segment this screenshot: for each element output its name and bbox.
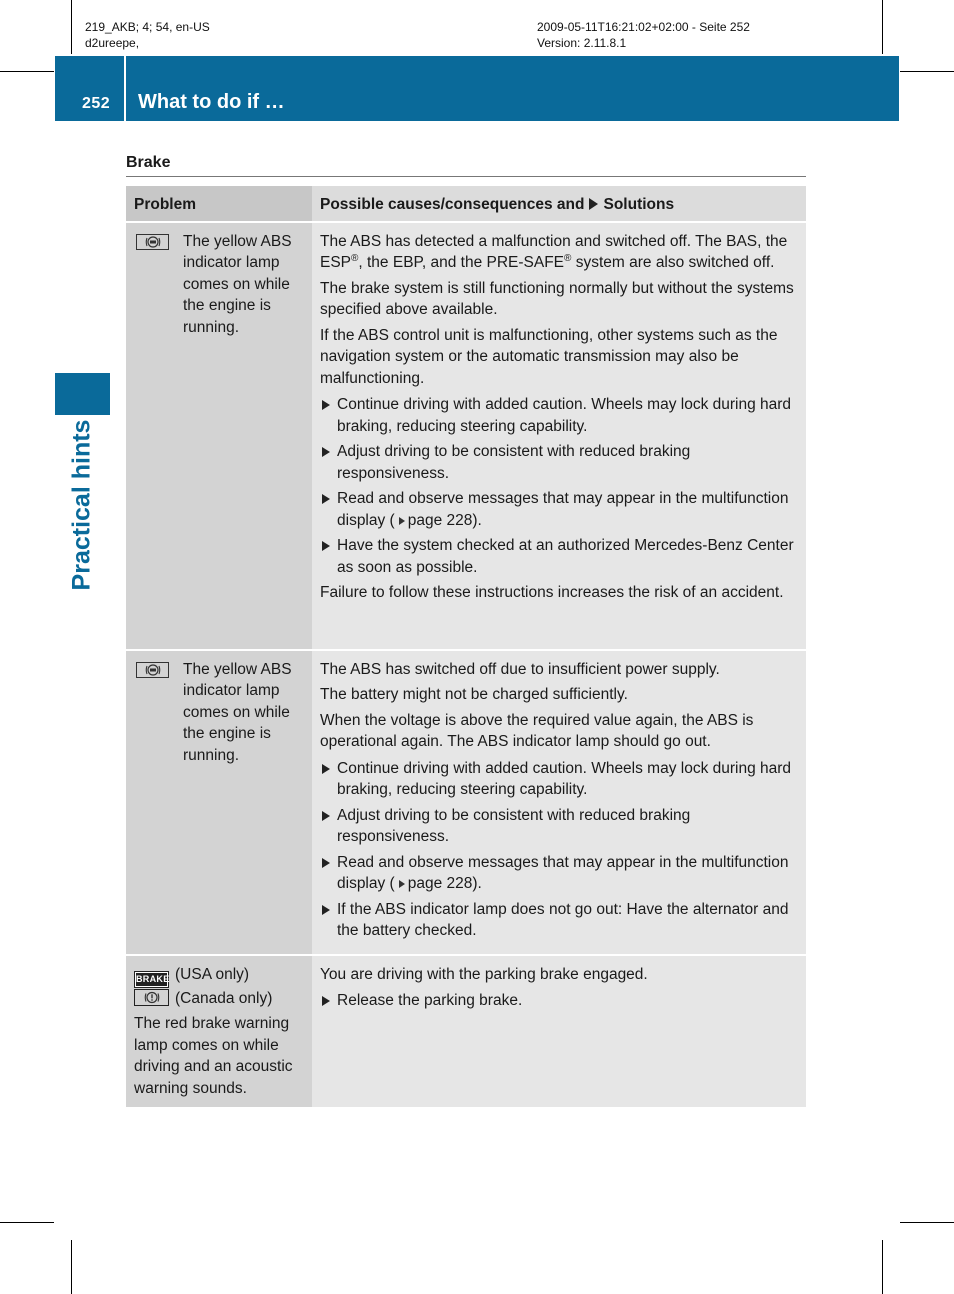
usa-variant — [134, 964, 304, 988]
solution-list — [320, 990, 798, 1012]
crop-mark — [882, 1240, 883, 1294]
header-solutions — [312, 186, 806, 222]
print-meta-left — [85, 19, 210, 51]
solution-item: Release the parking brake. — [320, 990, 798, 1012]
solution-list — [320, 758, 798, 942]
cause-paragraph: When the voltage is above the required value again, the ABS is operational again. The ABS indicator lamp should go out. — [320, 711, 754, 750]
solution-item: Continue driving with added caution. Wheels may lock during hard braking, reducing steering capability. — [320, 394, 798, 437]
problem-text: The yellow ABS indicator lamp comes on while the engine is running. — [183, 660, 292, 764]
registered-mark: ® — [351, 252, 359, 264]
cause-text: The ABS has detected a malfunction and switched off. The BAS, the ESP — [320, 232, 788, 271]
crop-mark — [900, 71, 954, 72]
canada-variant — [134, 988, 304, 1010]
solution-item: Adjust driving to be consistent with reduced braking responsiveness. — [320, 441, 798, 484]
brake-icon-text: BRAKE — [136, 973, 170, 984]
section-rule — [126, 176, 806, 177]
table-row — [126, 650, 806, 955]
header-problem: Problem — [126, 186, 312, 222]
warning-paragraph: Failure to follow these instructions increases the risk of an accident. — [320, 584, 784, 601]
solution-text: Read and observe messages that may appear in the multifunction display ( — [337, 490, 789, 529]
abs-indicator-icon — [136, 662, 169, 678]
page-ref-icon — [398, 880, 405, 888]
registered-mark: ® — [564, 252, 572, 264]
print-meta-right — [537, 19, 750, 51]
print-meta-right-line1: 2009-05-11T16:21:02+02:00 - Seite 252 — [537, 20, 750, 34]
cause-paragraph: You are driving with the parking brake engaged. — [320, 965, 648, 983]
print-meta-right-line2: Version: 2.11.8.1 — [537, 36, 627, 50]
solution-item: Have the system checked at an authorized Mercedes-Benz Center as soon as possible. — [320, 535, 798, 578]
section-title: Brake — [126, 154, 171, 171]
table-row — [126, 955, 806, 1108]
crop-mark — [0, 1222, 54, 1223]
crop-mark — [900, 1222, 954, 1223]
cause-text: , the EBP, and the PRE-SAFE — [358, 254, 565, 271]
cause-paragraph: The brake system is still functioning normally but without the systems specified above available. — [320, 279, 794, 318]
solution-cell — [312, 955, 806, 1108]
header-solutions-label: Solutions — [603, 196, 675, 213]
usa-label: (USA only) — [175, 965, 250, 983]
brake-circle-icon — [134, 989, 169, 1006]
solution-list — [320, 394, 798, 578]
table-row — [126, 222, 806, 650]
arrow-right-icon — [589, 198, 598, 210]
problem-text: The yellow ABS indicator lamp comes on while the engine is running. — [183, 232, 292, 336]
solution-text: Read and observe messages that may appear in the multifunction display ( — [337, 853, 789, 892]
page-reference-link[interactable]: page 228). — [407, 875, 482, 892]
solution-item: Adjust driving to be consistent with reduced braking responsiveness. — [320, 805, 798, 848]
solution-item — [320, 852, 798, 895]
solution-cell — [312, 650, 806, 955]
print-meta-left-line2: d2ureepe, — [85, 36, 140, 50]
cause-paragraph: If the ABS control unit is malfunctioning, other systems such as the navigation system or the automatic transmission may also be malfunctioning. — [320, 326, 778, 387]
header-solutions-text: Possible causes/consequences and — [320, 196, 585, 213]
canada-label: (Canada only) — [175, 989, 273, 1007]
brake-text-icon — [134, 971, 169, 988]
side-tab-marker — [55, 373, 110, 415]
problem-cell — [126, 222, 312, 650]
table-header-row — [126, 186, 806, 222]
problem-cell — [126, 955, 312, 1108]
crop-mark — [882, 0, 883, 54]
cause-paragraph: The battery might not be charged sufficiently. — [320, 686, 628, 703]
header-band-divider — [124, 56, 126, 121]
page-reference-link[interactable]: page 228). — [407, 511, 482, 529]
solution-cell — [312, 222, 806, 650]
brake-table — [126, 186, 806, 1107]
cause-paragraph — [320, 231, 798, 274]
solution-item: If the ABS indicator lamp does not go out: Have the alternator and the battery checked. — [320, 899, 798, 942]
crop-mark — [71, 1240, 72, 1294]
solution-item: Continue driving with added caution. Wheels may lock during hard braking, reducing steering capability. — [320, 758, 798, 801]
problem-cell — [126, 650, 312, 955]
solution-item — [320, 488, 798, 531]
print-meta-left-line1: 219_AKB; 4; 54, en-US — [85, 20, 210, 34]
page-ref-icon — [398, 517, 405, 525]
crop-mark — [71, 0, 72, 54]
abs-indicator-icon — [136, 234, 169, 250]
problem-text: The red brake warning lamp comes on while driving and an acoustic warning sounds. — [134, 1015, 293, 1097]
cause-paragraph: The ABS has switched off due to insufficient power supply. — [320, 660, 720, 678]
page-number: 252 — [82, 95, 111, 112]
side-tab-label: Practical hints — [67, 419, 96, 591]
cause-text: system are also switched off. — [571, 254, 775, 271]
page-title: What to do if … — [138, 91, 285, 113]
crop-mark — [0, 71, 54, 72]
